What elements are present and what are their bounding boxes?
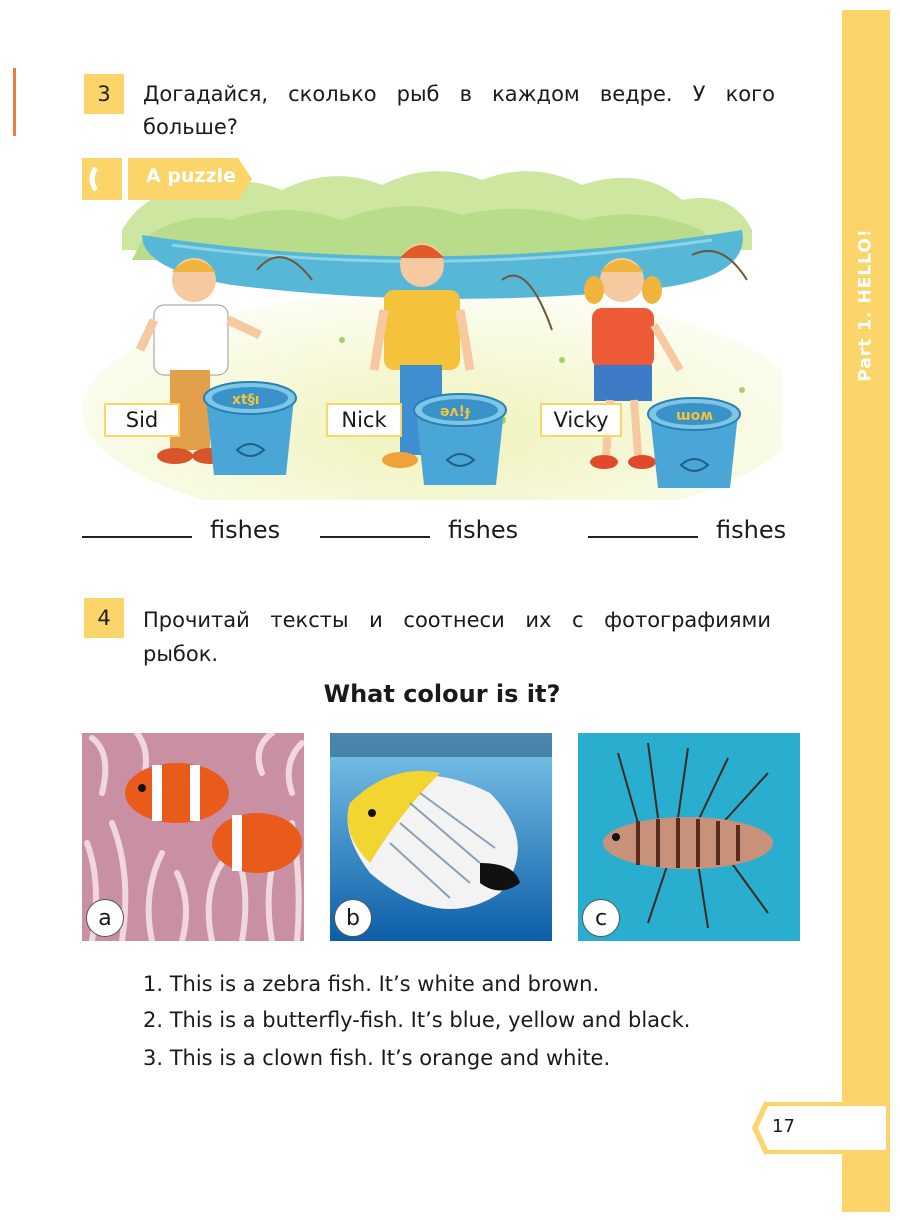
- photo-butterfly-fish: [330, 733, 552, 941]
- answer-blank-vicky: [588, 512, 786, 544]
- task-number-3: 3: [84, 74, 124, 114]
- side-tab-label: [842, 220, 890, 390]
- sentence-2: 2. This is a butterfly-fish. It’s blue, yellow and black.: [143, 1008, 691, 1032]
- task3-instruction-line1: Догадайся, сколько рыб в каждом ведре. У кого: [143, 82, 775, 106]
- answer-blank-nick: [320, 512, 518, 544]
- svg-text:xt§ı: xt§ı: [232, 392, 260, 408]
- task3-instruction-line2: больше?: [143, 115, 238, 139]
- section-title: Part 1. HELLO!: [856, 228, 876, 382]
- photo-clown-fish: [82, 733, 304, 941]
- side-tab: [842, 10, 890, 1212]
- svg-text:ɯoʍ: ɯoʍ: [676, 408, 714, 424]
- fishes-label: fishes: [210, 516, 281, 544]
- sentence-3: 3. This is a clown fish. It’s orange and white.: [143, 1046, 611, 1070]
- blank-line[interactable]: [588, 512, 698, 538]
- fishes-label: fishes: [716, 516, 787, 544]
- photo-letter-b: b: [334, 899, 372, 937]
- photo-letter-a: a: [86, 899, 124, 937]
- task4-instruction-line1: Прочитай тексты и соотнеси их с фотографиями: [143, 608, 771, 632]
- puzzle-label: A puzzle: [146, 165, 236, 187]
- margin-marker: [13, 68, 16, 136]
- svg-text:ǝʌ!ɟ: ǝʌ!ɟ: [440, 404, 470, 420]
- page-number: 17: [772, 1116, 795, 1137]
- puzzle-illustration: [82, 160, 782, 500]
- section-heading: What colour is it?: [323, 680, 561, 708]
- answer-blank-sid: [82, 512, 280, 544]
- photo-zebra-fish: [578, 733, 800, 941]
- blank-line[interactable]: [82, 512, 192, 538]
- sentence-1: 1. This is a zebra fish. It’s white and brown.: [143, 972, 600, 996]
- blank-line[interactable]: [320, 512, 430, 538]
- task4-instruction-line2: рыбок.: [143, 642, 219, 666]
- name-box-sid: Sid: [104, 403, 180, 437]
- photo-letter-c: c: [582, 899, 620, 937]
- task-number-4: 4: [84, 598, 124, 638]
- name-box-nick: Nick: [326, 403, 402, 437]
- fishes-label: fishes: [448, 516, 519, 544]
- name-box-vicky: Vicky: [540, 403, 622, 437]
